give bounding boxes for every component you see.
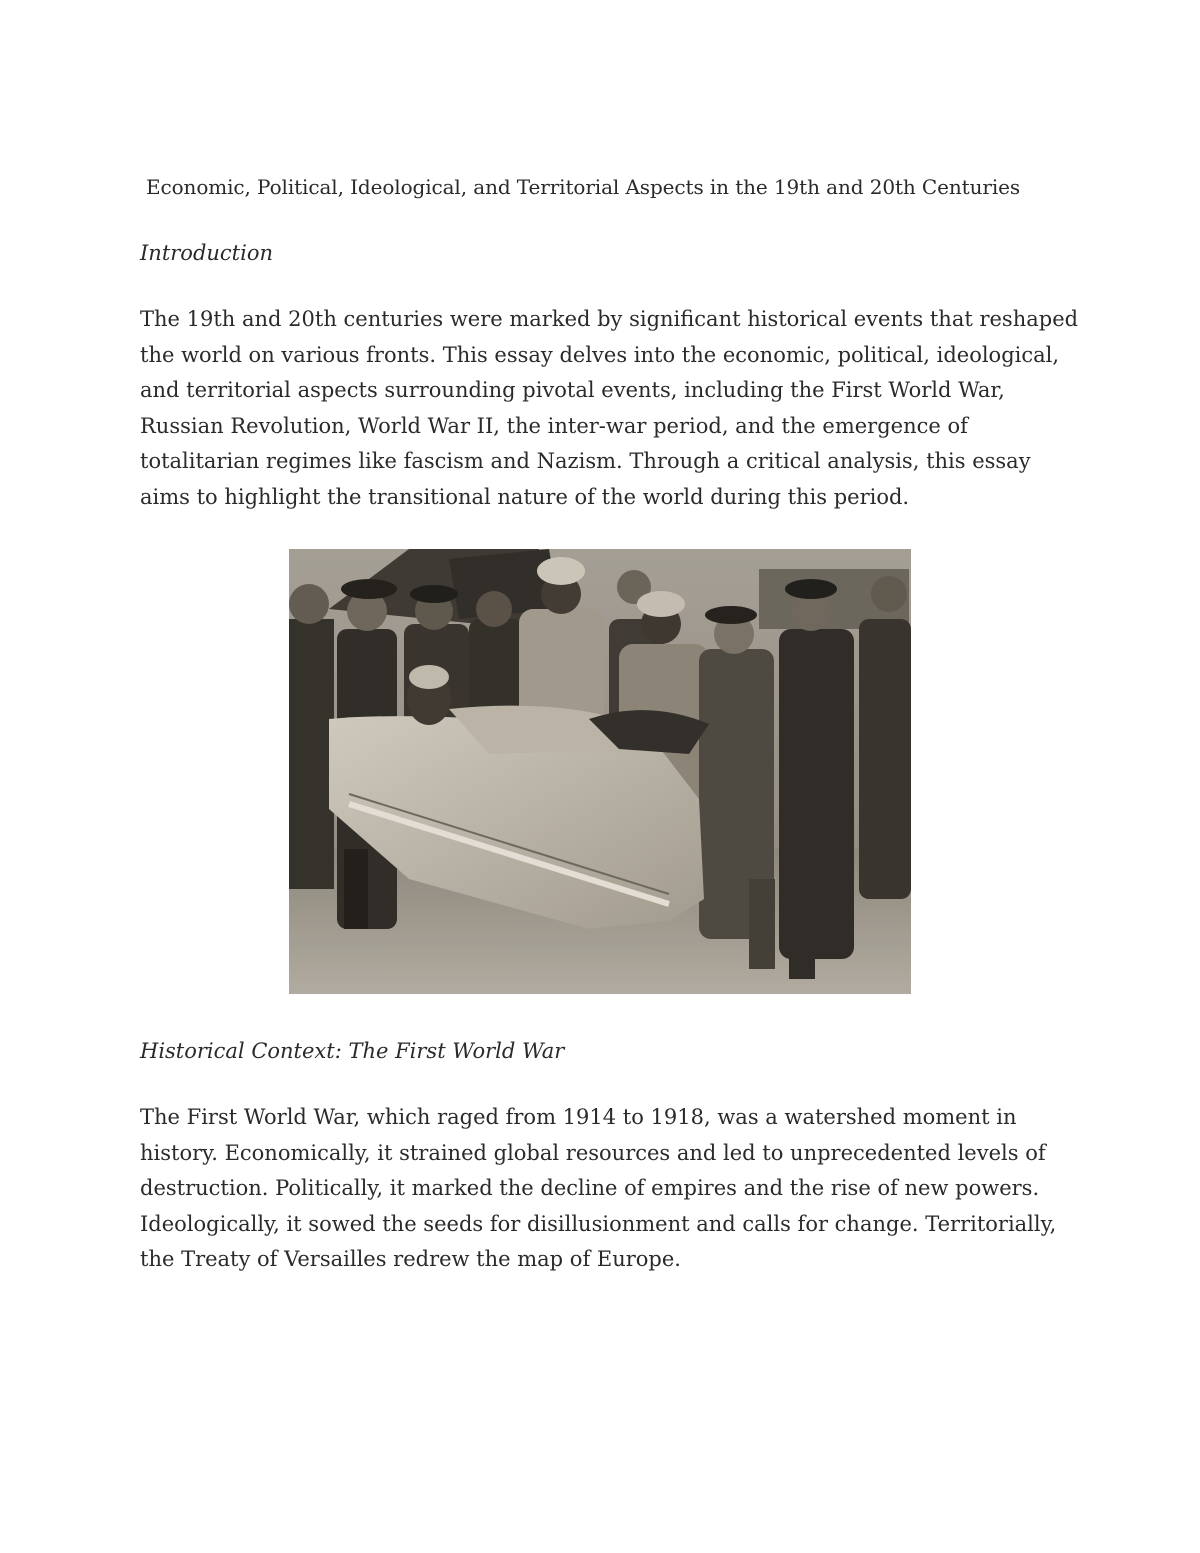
paragraph-line: Russian Revolution, World War II, the inter-war period, and the emergence of	[140, 413, 968, 438]
paragraph-line: Ideologically, it sowed the seeds for disillusionment and calls for change. Territorially,	[140, 1211, 1057, 1236]
paragraph-line: The First World War, which raged from 1914 to 1918, was a watershed moment in	[140, 1105, 1017, 1129]
section-heading-first-world-war: Historical Context: The First World War	[140, 1039, 565, 1063]
paragraph-line: destruction. Politically, it marked the decline of empires and the rise of new powers.	[140, 1176, 1040, 1200]
paragraph-line: history. Economically, it strained global resources and led to unprecedented levels of	[140, 1140, 1046, 1165]
paragraph-line: The 19th and 20th centuries were marked by significant historical events that reshaped	[140, 307, 1079, 331]
paragraph-line: the Treaty of Versailles redrew the map of Europe.	[140, 1247, 681, 1271]
paragraph-line: and territorial aspects surrounding pivotal events, including the First World War,	[140, 378, 1005, 402]
paragraph-line: the world on various fronts. This essay delves into the economic, political, ideological,	[140, 342, 1060, 367]
introduction-paragraph	[140, 302, 1079, 515]
document-title: Economic, Political, Ideological, and Territorial Aspects in the 19th and 20th Centuries	[146, 175, 1021, 199]
historical-photograph	[289, 549, 911, 994]
paragraph-line: totalitarian regimes like fascism and Nazism. Through a critical analysis, this essay	[140, 449, 1031, 473]
section-heading-introduction: Introduction	[140, 241, 273, 265]
paragraph-line: aims to highlight the transitional nature of the world during this period.	[140, 484, 910, 509]
first-world-war-paragraph	[140, 1100, 1070, 1278]
